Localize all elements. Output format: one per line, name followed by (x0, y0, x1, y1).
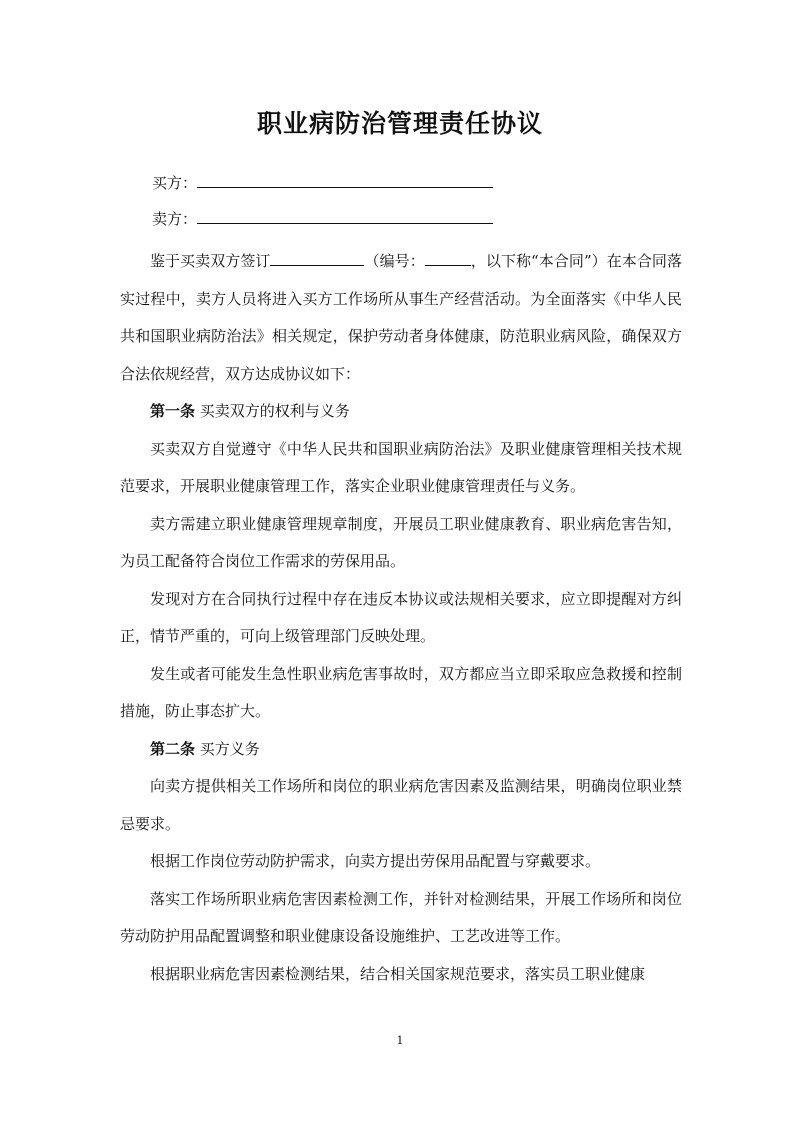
document-title: 职业病防治管理责任协议 (256, 109, 543, 138)
article-2-paragraph: 向卖方提供相关工作场所和岗位的职业病危害因素及监测结果，明确岗位职业禁忌要求。 (120, 777, 682, 833)
article-2-heading (120, 731, 682, 769)
article-2-title: 买方义务 (199, 739, 260, 758)
article-1-number: 第一条 (150, 402, 196, 420)
contract-name-blank (270, 250, 364, 266)
buyer-line (152, 171, 493, 194)
contract-number-blank (425, 250, 471, 266)
article-2-paragraph: 根据职业病危害因素检测结果，结合相关国家规范要求，落实员工职业健康 (150, 964, 646, 983)
article-2-paragraph: 根据工作岗位劳动防护需求，向卖方提出劳保用品配置与穿戴要求。 (150, 852, 601, 870)
intro-paragraph: 鉴于买卖双方签订 （编号： ，以下称“本合同”）在本合同落实过程中，卖方人员将进入买方工作场所从事生产经营活动。为全面落实《中华人民共和国职业病防治法》相关规定，保护劳动者身体健康，防范职业病风险，确保双方合法依规经营，双方达成协议如下： (120, 252, 682, 383)
article-1-paragraph: 发现对方在合同执行过程中存在违反本协议或法规相关要求，应立即提醒对方纠正，情节严重的，可向上级管理部门反映处理。 (120, 589, 682, 645)
seller-blank (197, 207, 493, 224)
page-number: 1 (396, 1034, 404, 1047)
seller-label: 卖方： (152, 210, 198, 228)
seller-line (152, 207, 493, 230)
article-1-paragraph: 卖方需建立职业健康管理规章制度，开展员工职业健康教育、职业病危害告知，为员工配备符合岗位工作需求的劳保用品。 (120, 514, 682, 570)
article-1-paragraph: 买卖双方自觉遵守《中华人民共和国职业病防治法》及职业健康管理相关技术规范要求，开展职业健康管理工作，落实企业职业健康管理责任与义务。 (120, 439, 682, 495)
buyer-blank (197, 171, 493, 188)
buyer-label: 买方： (152, 174, 198, 192)
article-1-title: 买卖双方的权利与义务 (199, 402, 350, 420)
article-2-paragraph: 落实工作场所职业病危害因素检测工作，并针对检测结果，开展工作场所和岗位劳动防护用品配置调整和职业健康设备设施维护、工艺改进等工作。 (120, 889, 682, 945)
article-1-heading (120, 393, 682, 431)
article-1-paragraph: 发生或者可能发生急性职业病危害事故时，双方都应当立即采取应急救援和控制措施，防止事态扩大。 (120, 664, 682, 720)
document-body (120, 243, 682, 993)
article-2-number: 第二条 (150, 739, 196, 758)
